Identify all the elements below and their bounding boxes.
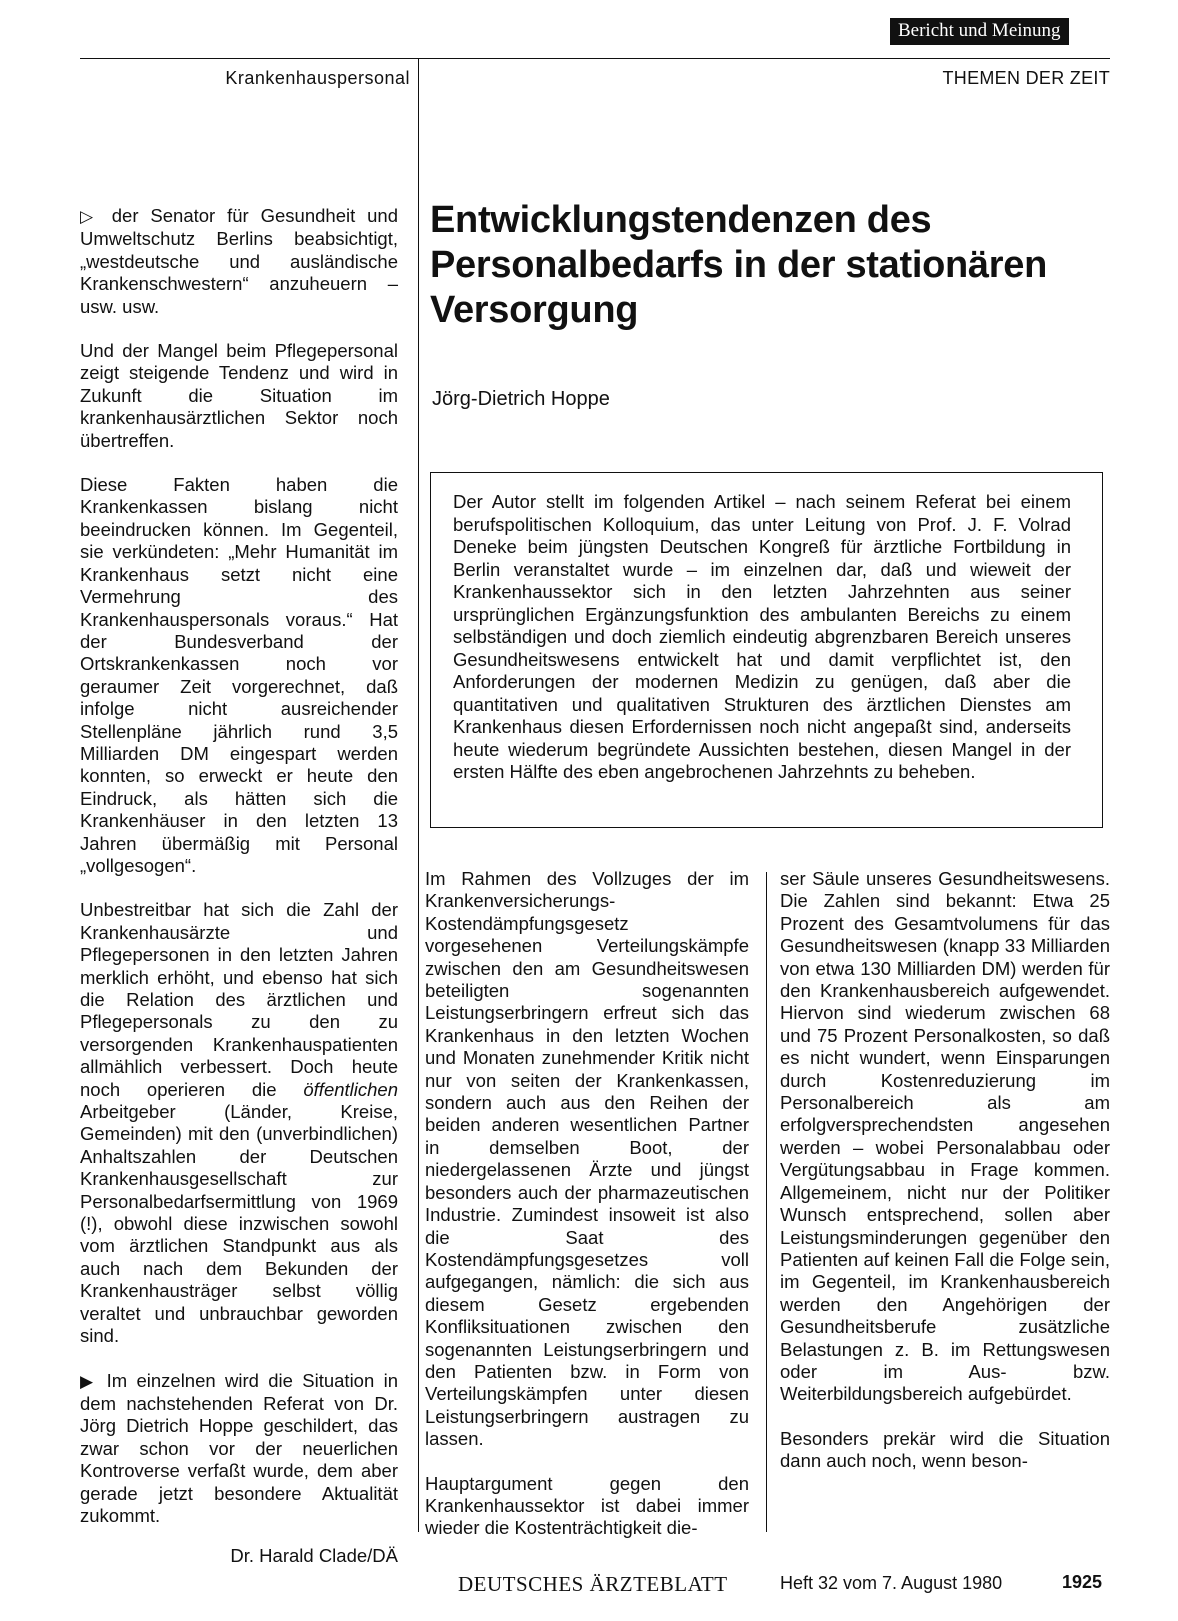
section-badge: Bericht und Meinung — [890, 18, 1069, 45]
paragraph: Im Rahmen des Vollzuges der im Krankenversicherungs-Kostendämpfungsgesetz vorgesehenen Verteilungskämpfe zwischen den am Gesundheitswesen beteiligten sogenannten Leistungserbringern erfreut sich das Krankenhaus in den letzten Wochen und Monaten zunehmender Kritik nicht nur von seiten der Krankenkassen, sondern auch aus den Reihen der beiden anderen wesentlichen Partner in demselben Boot, der niedergelassenen Ärzte und jüngst besonders auch der pharmazeutischen Industrie. Zumindest insoweit ist also die Saat des Kostendämpfungsgesetzes voll aufgegangen, nämlich: die sich aus diesem Gesetz ergebenden Konfliksituationen zwischen den sogenannten Leistungserbringern und den Patienten bzw. in Form von Verteilungskämpfen unter diesen Leistungserbringern austragen zu lassen. — [425, 868, 749, 1450]
paragraph — [80, 205, 398, 318]
paragraph: Und der Mangel beim Pflegepersonal zeigt steigende Tendenz und wird in Zukunft die Situation im krankenhausärztlichen Sektor noch übertreffen. — [80, 340, 398, 451]
paragraph: Besonders prekär wird die Situation dann auch noch, wenn beson- — [780, 1427, 1110, 1472]
emphasis-text: öffentlichen — [303, 1078, 398, 1100]
middle-column — [425, 868, 749, 1540]
paragraph: Hauptargument gegen den Krankenhaussektor ist dabei immer wieder die Kostenträchtigkeit die- — [425, 1472, 749, 1539]
left-column — [80, 205, 398, 1568]
paragraph-text: der Senator für Gesundheit und Umweltschutz Berlins beabsichtigt, „westdeutsche und ausländische Krankenschwestern“ anzuheuern – usw. usw. — [80, 205, 399, 317]
section-label-right: THEMEN DER ZEIT — [942, 68, 1110, 88]
abstract-box — [430, 472, 1103, 828]
column-divider-left — [418, 58, 419, 1532]
paragraph — [80, 1370, 398, 1528]
article-title: Entwicklungstendenzen des Personalbedarfs in der stationären Versorgung — [430, 199, 1047, 331]
header-rule — [80, 58, 1110, 59]
paragraph: Diese Fakten haben die Krankenkassen bislang nicht beeindrucken können. Im Gegenteil, sie verkündeten: „Mehr Humanität im Krankenhaus setzt nicht eine Vermehrung des Krankenhauspersonals voraus.“ Hat der Bundesverband der Ortskrankenkassen noch vor geraumer Zeit vorgerechnet, daß infolge nicht ausreichender Stellenpläne jährlich rund 3,5 Milliarden DM eingespart werden konnten, so erweckt er heute den Eindruck, als hätten sich die Krankenhäuser in den letzten 13 Jahren übermäßig mit Personal „vollgesogen“. — [80, 474, 398, 876]
footer-magazine: DEUTSCHES ÄRZTEBLATT — [458, 1572, 728, 1596]
editor-signature: Dr. Harald Clade/DÄ — [230, 1545, 398, 1567]
open-triangle-icon: ▷ — [80, 207, 100, 226]
paragraph-text: Unbestreitbar hat sich die Zahl der Krankenhausärzte und Pflegepersonen in den letzten Jahren merklich erhöht, und ebenso hat sich die Relation des ärztlichen und Pflegepersonals zu den zu versorgenden Krankenhauspatienten allmählich verbessert. Doch heute noch operieren die — [80, 899, 398, 1100]
paragraph — [80, 899, 398, 1347]
article-author: Jörg-Dietrich Hoppe — [432, 388, 610, 410]
right-column — [780, 868, 1110, 1473]
page-number: 1925 — [1062, 1572, 1103, 1592]
paragraph-text: Arbeitgeber (Länder, Kreise, Gemeinden) mit den (unverbindlichen) Anhaltszahlen der Deutschen Krankenhausgesellschaft zur Personalbedarfsermittlung von 1969 (!), obwohl diese inzwischen sowohl vom ärztlichen Standpunkt aus als auch nach dem Bekunden der Krankenhausträger selbst völlig veraltet und unbrauchbar geworden sind. — [80, 1101, 398, 1347]
section-label-left: Krankenhauspersonal — [225, 68, 410, 88]
column-divider-right — [766, 872, 767, 1532]
paragraph: ser Säule unseres Gesundheitswesens. Die Zahlen sind bekannt: Etwa 25 Prozent des Gesamtvolumens für das Gesundheitswesen (knapp 33 Milliarden von etwa 130 Milliarden DM) werden für den Krankenhausbereich aufgewendet. Hiervon sind wiederum zwischen 68 und 75 Prozent Personalkosten, so daß es nicht wundert, wenn Einsparungen durch Kostenreduzierung im Personalbereich als am erfolgversprechendsten angesehen werden – wobei Personalabbau oder Vergütungsabbau in Frage kommen. Allgemeinem, nicht nur der Politiker Wunsch entsprechend, sollen aber Leistungsminderungen gegenüber den Patienten auf keinen Fall die Folge sein, im Gegenteil, im Krankenhausbereich werden den Angehörigen der Gesundheitsberufe zusätzliche Belastungen z. B. im Rettungswesen oder im Aus- bzw. Weiterbildungsbereich aufgebürdet. — [780, 868, 1110, 1405]
paragraph-text: Im einzelnen wird die Situation in dem nachstehenden Referat von Dr. Jörg Dietrich Hoppe geschildert, das zwar schon vor der neuerlichen Kontroverse verfaßt wurde, dem aber gerade jetzt besondere Aktualität zukommt. — [80, 1369, 398, 1526]
footer-issue: Heft 32 vom 7. August 1980 — [780, 1573, 1003, 1593]
abstract-text: Der Autor stellt im folgenden Artikel – nach seinem Referat bei einem berufspolitischen Kolloquium, das unter Leitung von Prof. J. F. Volrad Deneke beim jüngsten Deutschen Kongreß für ärztliche Fortbildung in Berlin veranstaltet wurde – im einzelnen dar, daß und wieweit der Krankenhaussektor sich in den letzten Jahrzehnten aus seiner ursprünglichen Ergänzungsfunktion des ambulanten Bereichs zu einem selbständigen und doch ziemlich eindeutig abgrenzbaren Bereich unseres Gesundheitswesens entwickelt hat und damit verpflichtet ist, den Anforderungen der modernen Medizin zu genügen, daß aber die quantitativen und qualitativen Strukturen des ärztlichen Dienstes am Krankenhaus diesen Erfordernissen noch nicht angepaßt sind, anderseits heute wiederum begründete Aussichten bestehen, diesen Mangel in der ersten Hälfte des eben angebrochenen Jahrzehnts zu beheben. — [453, 491, 1071, 782]
filled-triangle-icon: ▶ — [80, 1371, 98, 1391]
